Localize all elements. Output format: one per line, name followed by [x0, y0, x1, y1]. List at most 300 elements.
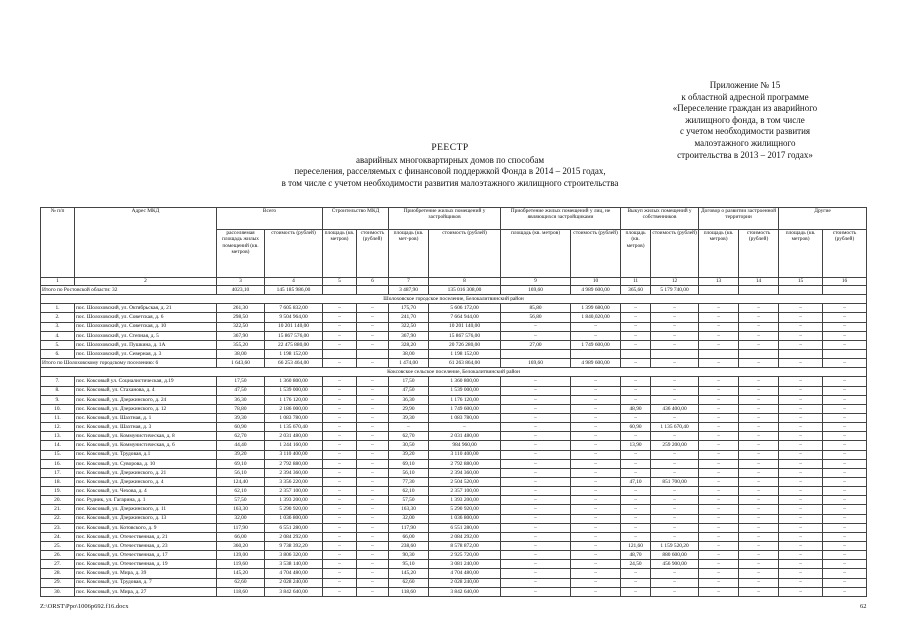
value-cell: –: [823, 322, 867, 331]
row-number: 11.: [41, 413, 75, 422]
value-cell: –: [357, 487, 389, 496]
value-cell: 1 198 152,00: [265, 349, 323, 358]
value-cell: –: [501, 331, 571, 340]
value-cell: –: [621, 587, 651, 596]
column-number: 1: [41, 278, 75, 286]
row-number: 10.: [41, 404, 75, 413]
value-cell: –: [323, 578, 357, 587]
value-cell: –: [823, 459, 867, 468]
section-title: Шолоховское городское поселение, Белокалитвинский район: [41, 295, 867, 304]
row-number: 24.: [41, 532, 75, 541]
value-cell: 259 200,00: [651, 441, 699, 450]
value-cell: 1 198 152,00: [429, 349, 501, 358]
value-cell: –: [739, 395, 779, 404]
value-cell: 1 083 780,00: [265, 413, 323, 422]
value-cell: –: [621, 377, 651, 386]
registry-table: [40, 207, 867, 597]
value-cell: –: [571, 541, 621, 550]
value-cell: –: [357, 441, 389, 450]
value-cell: –: [779, 432, 823, 441]
value-cell: –: [739, 496, 779, 505]
value-cell: 322,50: [389, 322, 429, 331]
value-cell: –: [739, 304, 779, 313]
value-cell: –: [571, 587, 621, 596]
value-cell: –: [779, 331, 823, 340]
header-cell: Другие: [779, 208, 867, 230]
value-cell: 135 016 308,00: [429, 286, 501, 295]
value-cell: 2 028 240,00: [265, 578, 323, 587]
value-cell: 1 474,00: [389, 359, 429, 368]
value-cell: –: [323, 541, 357, 550]
value-cell: –: [739, 477, 779, 486]
value-cell: –: [823, 523, 867, 532]
value-cell: 90,30: [389, 551, 429, 560]
value-cell: 367,90: [389, 331, 429, 340]
value-cell: 2 357 100,00: [429, 487, 501, 496]
value-cell: –: [739, 505, 779, 514]
value-cell: –: [739, 569, 779, 578]
table-row: [41, 514, 867, 523]
value-cell: –: [357, 477, 389, 486]
value-cell: –: [779, 514, 823, 523]
value-cell: –: [501, 395, 571, 404]
value-cell: 3 806 320,00: [265, 551, 323, 560]
value-cell: –: [823, 487, 867, 496]
value-cell: –: [779, 560, 823, 569]
value-cell: 66 253 464,00: [265, 359, 323, 368]
value-cell: 880 600,00: [651, 551, 699, 560]
value-cell: –: [823, 423, 867, 432]
table-row: [41, 541, 867, 550]
table-row: [41, 404, 867, 413]
value-cell: 1 159 520,20: [651, 541, 699, 550]
address-cell: пос. Шолоховский, ул. Советская, д. 6: [75, 313, 217, 322]
value-cell: –: [699, 432, 739, 441]
value-cell: –: [779, 441, 823, 450]
value-cell: –: [323, 441, 357, 450]
value-cell: –: [323, 432, 357, 441]
subheader-cell: стоимость (рублей): [571, 230, 621, 278]
value-cell: –: [323, 304, 357, 313]
value-cell: 17,50: [217, 377, 265, 386]
value-cell: –: [651, 505, 699, 514]
value-cell: [323, 286, 357, 295]
value-cell: –: [323, 450, 357, 459]
row-number: 25.: [41, 541, 75, 550]
value-cell: –: [739, 331, 779, 340]
value-cell: –: [323, 560, 357, 569]
value-cell: 456 900,00: [651, 560, 699, 569]
value-cell: 39,20: [217, 450, 265, 459]
row-number: 23.: [41, 523, 75, 532]
annex-line: к областной адресной программе: [681, 91, 809, 102]
table-header: [41, 208, 867, 286]
value-cell: 15 867 576,00: [265, 331, 323, 340]
value-cell: –: [501, 404, 571, 413]
value-cell: –: [357, 523, 389, 532]
value-cell: –: [501, 386, 571, 395]
value-cell: 20 726 280,00: [429, 340, 501, 349]
value-cell: –: [779, 477, 823, 486]
value-cell: –: [501, 441, 571, 450]
row-number: 14.: [41, 441, 75, 450]
value-cell: –: [571, 560, 621, 569]
value-cell: –: [823, 304, 867, 313]
address-cell: пос. Коксовый, ул. Чехова, д. 4: [75, 487, 217, 496]
value-cell: [739, 286, 779, 295]
value-cell: [501, 349, 571, 358]
section-title: Коксовское сельское поселение, Белокалитвинский район: [41, 368, 867, 377]
value-cell: –: [699, 532, 739, 541]
address-cell: пос. Рудник, ул. Гагарина, д. 1: [75, 496, 217, 505]
value-cell: –: [571, 514, 621, 523]
value-cell: –: [357, 532, 389, 541]
row-number: 20.: [41, 496, 75, 505]
table-row: [41, 459, 867, 468]
value-cell: –: [779, 587, 823, 596]
value-cell: 2 925 720,00: [429, 551, 501, 560]
row-number: 26.: [41, 551, 75, 560]
value-cell: –: [571, 551, 621, 560]
value-cell: 1 539 000,00: [429, 386, 501, 395]
subheader-cell: стоимость (рублей): [357, 230, 389, 278]
value-cell: 2 084 292,00: [265, 532, 323, 541]
address-cell: пос. Коксовый, ул. Коммунистическая, д. 8: [75, 432, 217, 441]
value-cell: 5 290 920,00: [265, 505, 323, 514]
value-cell: 118,60: [217, 587, 265, 596]
value-cell: –: [621, 432, 651, 441]
value-cell: –: [739, 468, 779, 477]
value-cell: –: [823, 587, 867, 596]
value-cell: 984 960,00: [429, 441, 501, 450]
value-cell: –: [323, 331, 357, 340]
value-cell: [699, 286, 739, 295]
value-cell: –: [739, 514, 779, 523]
value-cell: 22 475 880,00: [265, 340, 323, 349]
value-cell: –: [823, 578, 867, 587]
address-cell: пос. Коксовый, ул. Трудовая, д. 7: [75, 578, 217, 587]
value-cell: 124,40: [217, 477, 265, 486]
value-cell: –: [323, 404, 357, 413]
value-cell: –: [739, 322, 779, 331]
value-cell: –: [357, 322, 389, 331]
value-cell: –: [739, 432, 779, 441]
value-cell: –: [823, 313, 867, 322]
value-cell: 32,00: [389, 514, 429, 523]
value-cell: –: [323, 459, 357, 468]
value-cell: 62,70: [217, 432, 265, 441]
value-cell: –: [739, 551, 779, 560]
value-cell: –: [699, 331, 739, 340]
address-cell: пос. Коксовый, ул. Дзержинского, д. 12: [75, 404, 217, 413]
value-cell: –: [429, 423, 501, 432]
value-cell: 2 031 480,00: [429, 432, 501, 441]
header-cell: № п/п: [41, 208, 75, 278]
table-row: [41, 477, 867, 486]
value-cell: –: [699, 560, 739, 569]
value-cell: 15 867 576,00: [429, 331, 501, 340]
title-line: переселения, расселяемых с финансовой поддержкой Фонда в 2014 – 2015 годах,: [294, 166, 606, 176]
value-cell: –: [651, 514, 699, 523]
address-cell: пос. Шолоховский, ул. Октябрьская, д. 21: [75, 304, 217, 313]
subheader-cell: стоимость (рублей): [429, 230, 501, 278]
value-cell: –: [501, 569, 571, 578]
value-cell: –: [779, 578, 823, 587]
subheader-cell: стоимость (рублей): [823, 230, 867, 278]
value-cell: –: [823, 560, 867, 569]
value-cell: –: [501, 423, 571, 432]
value-cell: [571, 349, 621, 358]
value-cell: [779, 286, 823, 295]
value-cell: –: [779, 359, 823, 368]
value-cell: –: [357, 560, 389, 569]
row-number: 22.: [41, 514, 75, 523]
value-cell: 8 578 872,00: [429, 541, 501, 550]
value-cell: –: [323, 322, 357, 331]
header-cell: Выкуп жилых помещений у собственников: [621, 208, 699, 230]
value-cell: –: [651, 523, 699, 532]
value-cell: 9 504 964,00: [265, 313, 323, 322]
value-cell: –: [501, 578, 571, 587]
value-cell: –: [571, 377, 621, 386]
value-cell: –: [699, 587, 739, 596]
value-cell: 2 394 360,00: [429, 468, 501, 477]
value-cell: –: [823, 413, 867, 422]
value-cell: –: [357, 450, 389, 459]
value-cell: –: [739, 441, 779, 450]
subheader-cell: площадь (кв. метров): [779, 230, 823, 278]
value-cell: –: [779, 523, 823, 532]
annex-line: жилищного фонда, в том числе: [685, 114, 805, 125]
value-cell: [357, 286, 389, 295]
row-number: 7.: [41, 377, 75, 386]
registry-table-wrapper: [40, 207, 866, 597]
value-cell: 2 792 880,00: [429, 459, 501, 468]
value-cell: –: [699, 459, 739, 468]
column-number: 9: [501, 278, 571, 286]
value-cell: –: [501, 450, 571, 459]
address-cell: пос. Коксовый ул. Социалистическая, д.19: [75, 377, 217, 386]
value-cell: –: [779, 413, 823, 422]
subheader-cell: площадь (кв. метров): [323, 230, 357, 278]
table-row: [41, 441, 867, 450]
row-number: 4.: [41, 331, 75, 340]
column-number: 4: [265, 278, 323, 286]
value-cell: –: [621, 304, 651, 313]
value-cell: 360,20: [217, 541, 265, 550]
row-number: 9.: [41, 395, 75, 404]
value-cell: 3 081 240,00: [429, 560, 501, 569]
value-cell: –: [651, 359, 699, 368]
value-cell: –: [651, 322, 699, 331]
value-cell: 1 244 160,00: [265, 441, 323, 450]
table-row: [41, 386, 867, 395]
value-cell: –: [357, 551, 389, 560]
value-cell: 57,50: [389, 496, 429, 505]
value-cell: 56,10: [389, 468, 429, 477]
value-cell: 10 201 140,00: [265, 322, 323, 331]
page-number: 62: [860, 603, 867, 610]
column-number: 14: [739, 278, 779, 286]
value-cell: 1 360 800,00: [265, 377, 323, 386]
value-cell: –: [699, 413, 739, 422]
value-cell: –: [779, 423, 823, 432]
value-cell: 1 393 200,00: [265, 496, 323, 505]
value-cell: –: [621, 468, 651, 477]
value-cell: –: [699, 322, 739, 331]
value-cell: –: [699, 304, 739, 313]
value-cell: 1 539 000,00: [265, 386, 323, 395]
value-cell: –: [699, 578, 739, 587]
column-number: 12: [651, 278, 699, 286]
value-cell: –: [823, 505, 867, 514]
value-cell: –: [323, 386, 357, 395]
value-cell: –: [357, 587, 389, 596]
section-row: [41, 368, 867, 377]
value-cell: –: [621, 340, 651, 349]
value-cell: –: [739, 423, 779, 432]
value-cell: –: [699, 523, 739, 532]
value-cell: 1 399 680,00: [571, 304, 621, 313]
value-cell: 7 605 832,00: [265, 304, 323, 313]
address-cell: пос. Коксовый, ул. Трудовая, д.1: [75, 450, 217, 459]
value-cell: –: [323, 487, 357, 496]
value-cell: –: [651, 459, 699, 468]
value-cell: –: [823, 551, 867, 560]
value-cell: –: [779, 313, 823, 322]
row-number: 21.: [41, 505, 75, 514]
value-cell: –: [699, 487, 739, 496]
value-cell: 56,80: [501, 313, 571, 322]
value-cell: 3 842 640,00: [265, 587, 323, 596]
table-row: [41, 322, 867, 331]
address-cell: пос. Шолоховский, ул. Пушкина, д. 1А: [75, 340, 217, 349]
value-cell: –: [739, 487, 779, 496]
value-cell: –: [501, 487, 571, 496]
value-cell: [651, 349, 699, 358]
value-cell: –: [501, 514, 571, 523]
value-cell: –: [739, 459, 779, 468]
value-cell: 3 842 640,00: [429, 587, 501, 596]
table-row: [41, 450, 867, 459]
header-cell: Договор о развитии застроенной территории: [699, 208, 779, 230]
address-cell: пос. Коксовый, ул. Мира, д. 27: [75, 587, 217, 596]
value-cell: –: [739, 313, 779, 322]
address-cell: пос. Коксовый, ул. Дзержинского, д. 4: [75, 477, 217, 486]
value-cell: 328,20: [389, 340, 429, 349]
address-cell: пос. Коксовый, ул. Мира, д. 39: [75, 569, 217, 578]
value-cell: –: [501, 532, 571, 541]
title-line: аварийных многоквартирных домов по способам: [355, 154, 545, 165]
value-cell: 169,60: [501, 359, 571, 368]
value-cell: –: [621, 496, 651, 505]
value-cell: 851 700,00: [651, 477, 699, 486]
value-cell: –: [571, 441, 621, 450]
value-cell: –: [571, 404, 621, 413]
value-cell: 4 989 600,00: [571, 359, 621, 368]
value-cell: –: [779, 468, 823, 477]
value-cell: –: [823, 441, 867, 450]
value-cell: –: [779, 496, 823, 505]
value-cell: –: [621, 322, 651, 331]
value-cell: –: [323, 377, 357, 386]
value-cell: –: [571, 413, 621, 422]
address-cell: пос. Коксовый, ул. Шахтная, д. 3: [75, 423, 217, 432]
value-cell: –: [699, 313, 739, 322]
value-cell: –: [323, 514, 357, 523]
value-cell: 39,20: [389, 450, 429, 459]
value-cell: 3 487,90: [389, 286, 429, 295]
value-cell: –: [699, 386, 739, 395]
value-cell: 13,90: [621, 441, 651, 450]
column-number: 3: [217, 278, 265, 286]
value-cell: –: [571, 578, 621, 587]
value-cell: –: [699, 551, 739, 560]
value-cell: –: [739, 587, 779, 596]
value-cell: 48,90: [621, 404, 651, 413]
value-cell: –: [823, 541, 867, 550]
value-cell: [779, 349, 823, 358]
value-cell: 62,70: [389, 432, 429, 441]
value-cell: –: [779, 322, 823, 331]
value-cell: –: [651, 532, 699, 541]
value-cell: –: [357, 386, 389, 395]
table-row: [41, 349, 867, 358]
value-cell: –: [823, 432, 867, 441]
value-cell: 85,80: [501, 304, 571, 313]
value-cell: –: [699, 541, 739, 550]
value-cell: –: [357, 423, 389, 432]
address-cell: пос. Шолоховский, ул. Степная, д. 5: [75, 331, 217, 340]
annex-line: «Переселение граждан из аварийного: [672, 103, 818, 114]
value-cell: 117,90: [389, 523, 429, 532]
value-cell: 163,30: [389, 505, 429, 514]
table-row: [41, 313, 867, 322]
value-cell: 2 186 000,00: [265, 404, 323, 413]
value-cell: 355,20: [217, 340, 265, 349]
value-cell: –: [501, 322, 571, 331]
column-number: 15: [779, 278, 823, 286]
value-cell: –: [823, 569, 867, 578]
value-cell: –: [501, 496, 571, 505]
value-cell: 1 083 780,00: [429, 413, 501, 422]
value-cell: 175,70: [389, 304, 429, 313]
value-cell: [699, 349, 739, 358]
header-cell: Адрес МКД: [75, 208, 217, 278]
value-cell: –: [651, 377, 699, 386]
value-cell: –: [823, 468, 867, 477]
table-row: [41, 423, 867, 432]
value-cell: –: [501, 551, 571, 560]
value-cell: 298,50: [217, 313, 265, 322]
value-cell: –: [739, 532, 779, 541]
value-cell: 4023,10: [217, 286, 265, 295]
value-cell: –: [621, 450, 651, 459]
value-cell: –: [357, 514, 389, 523]
value-cell: –: [357, 432, 389, 441]
value-cell: –: [501, 459, 571, 468]
value-cell: –: [501, 432, 571, 441]
header-cell: Приобретение жилых помещений у застройщиков: [389, 208, 501, 230]
annex-line: строительства в 2013 – 2017 годах»: [677, 149, 813, 160]
value-cell: –: [651, 395, 699, 404]
value-cell: 169,60: [501, 286, 571, 295]
value-cell: –: [699, 514, 739, 523]
address-cell: пос. Коксовый, ул. Отечественная, д. 21: [75, 532, 217, 541]
value-cell: –: [739, 541, 779, 550]
column-number: 8: [429, 278, 501, 286]
table-row: [41, 331, 867, 340]
